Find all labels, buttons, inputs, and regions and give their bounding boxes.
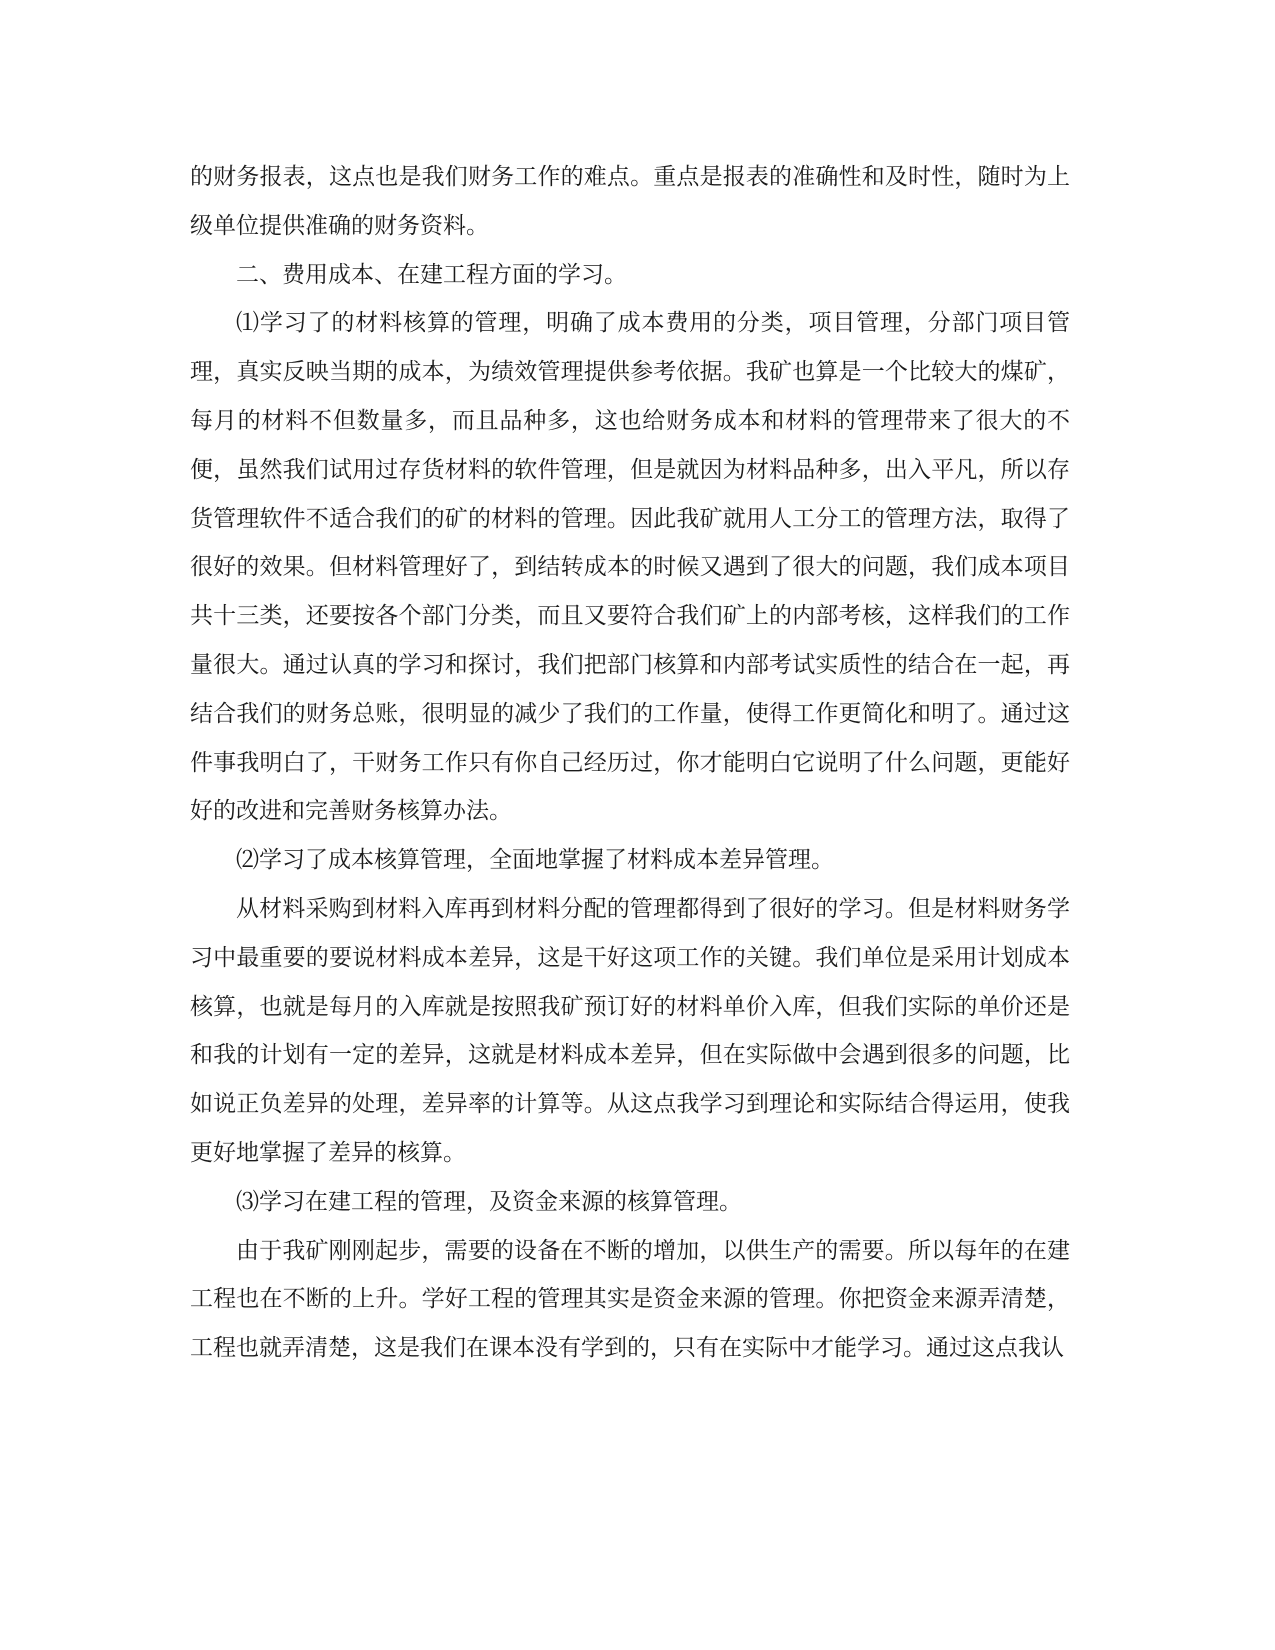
paragraph-report-continuation: 的财务报表，这点也是我们财务工作的难点。重点是报表的准确性和及时性，随时为上级单位提供准确的财务资料。 bbox=[190, 164, 1070, 239]
paragraph-construction-heading: ⑶学习在建工程的管理，及资金来源的核算管理。 bbox=[236, 1188, 742, 1215]
paragraph-material-accounting: ⑴学习了的材料核算的管理，明确了成本费用的分类，项目管理，分部门项目管理，真实反映当期的成本，为绩效管理提供参考依据。我矿也算是一个比较大的煤矿，每月的材料不但数量多，而且品种多，这也给财务成本和材料的管理带来了很大的不便，虽然我们试用过存货材料的软件管理，但是就因为材料品种多，出入平凡，所以存货管理软件不适合我们的矿的材料的管理。因此我矿就用人工分工的管理方法，取得了很好的效果。但材料管理好了，到结转成本的时候又遇到了很大的问题，我们成本项目共十三类，还要按各个部门分类，而且又要符合我们矿上的内部考核，这样我们的工作量很大。通过认真的学习和探讨，我们把部门核算和内部考试实质性的结合在一起，再结合我们的财务总账，很明显的减少了我们的工作量，使得工作更简化和明了。通过这件事我明白了，干财务工作只有你自己经历过，你才能明白它说明了什么问题，更能好好的改进和完善财务核算办法。 bbox=[190, 310, 1070, 825]
document-page bbox=[190, 153, 1070, 1373]
paragraph-construction-funding: 由于我矿刚刚起步，需要的设备在不断的增加，以供生产的需要。所以每年的在建工程也在不断的上升。学好工程的管理其实是资金来源的管理。你把资金来源弄清楚，工程也就弄清楚，这是我们在课本没有学到的，只有在实际中才能学习。通过这点我认 bbox=[190, 1237, 1070, 1362]
paragraph-cost-accounting-heading: ⑵学习了成本核算管理，全面地掌握了材料成本差异管理。 bbox=[236, 847, 834, 874]
section-heading-cost-construction: 二、费用成本、在建工程方面的学习。 bbox=[236, 261, 627, 288]
paragraph-cost-variance: 从材料采购到材料入库再到材料分配的管理都得到了很好的学习。但是材料财务学习中最重要的要说材料成本差异，这是干好这项工作的关键。我们单位是采用计划成本核算，也就是每月的入库就是按照我矿预订好的材料单价入库，但我们实际的单价还是和我的计划有一定的差异，这就是材料成本差异，但在实际做中会遇到很多的问题，比如说正负差异的处理，差异率的计算等。从这点我学习到理论和实际结合得运用，使我更好地掌握了差异的核算。 bbox=[190, 895, 1070, 1166]
